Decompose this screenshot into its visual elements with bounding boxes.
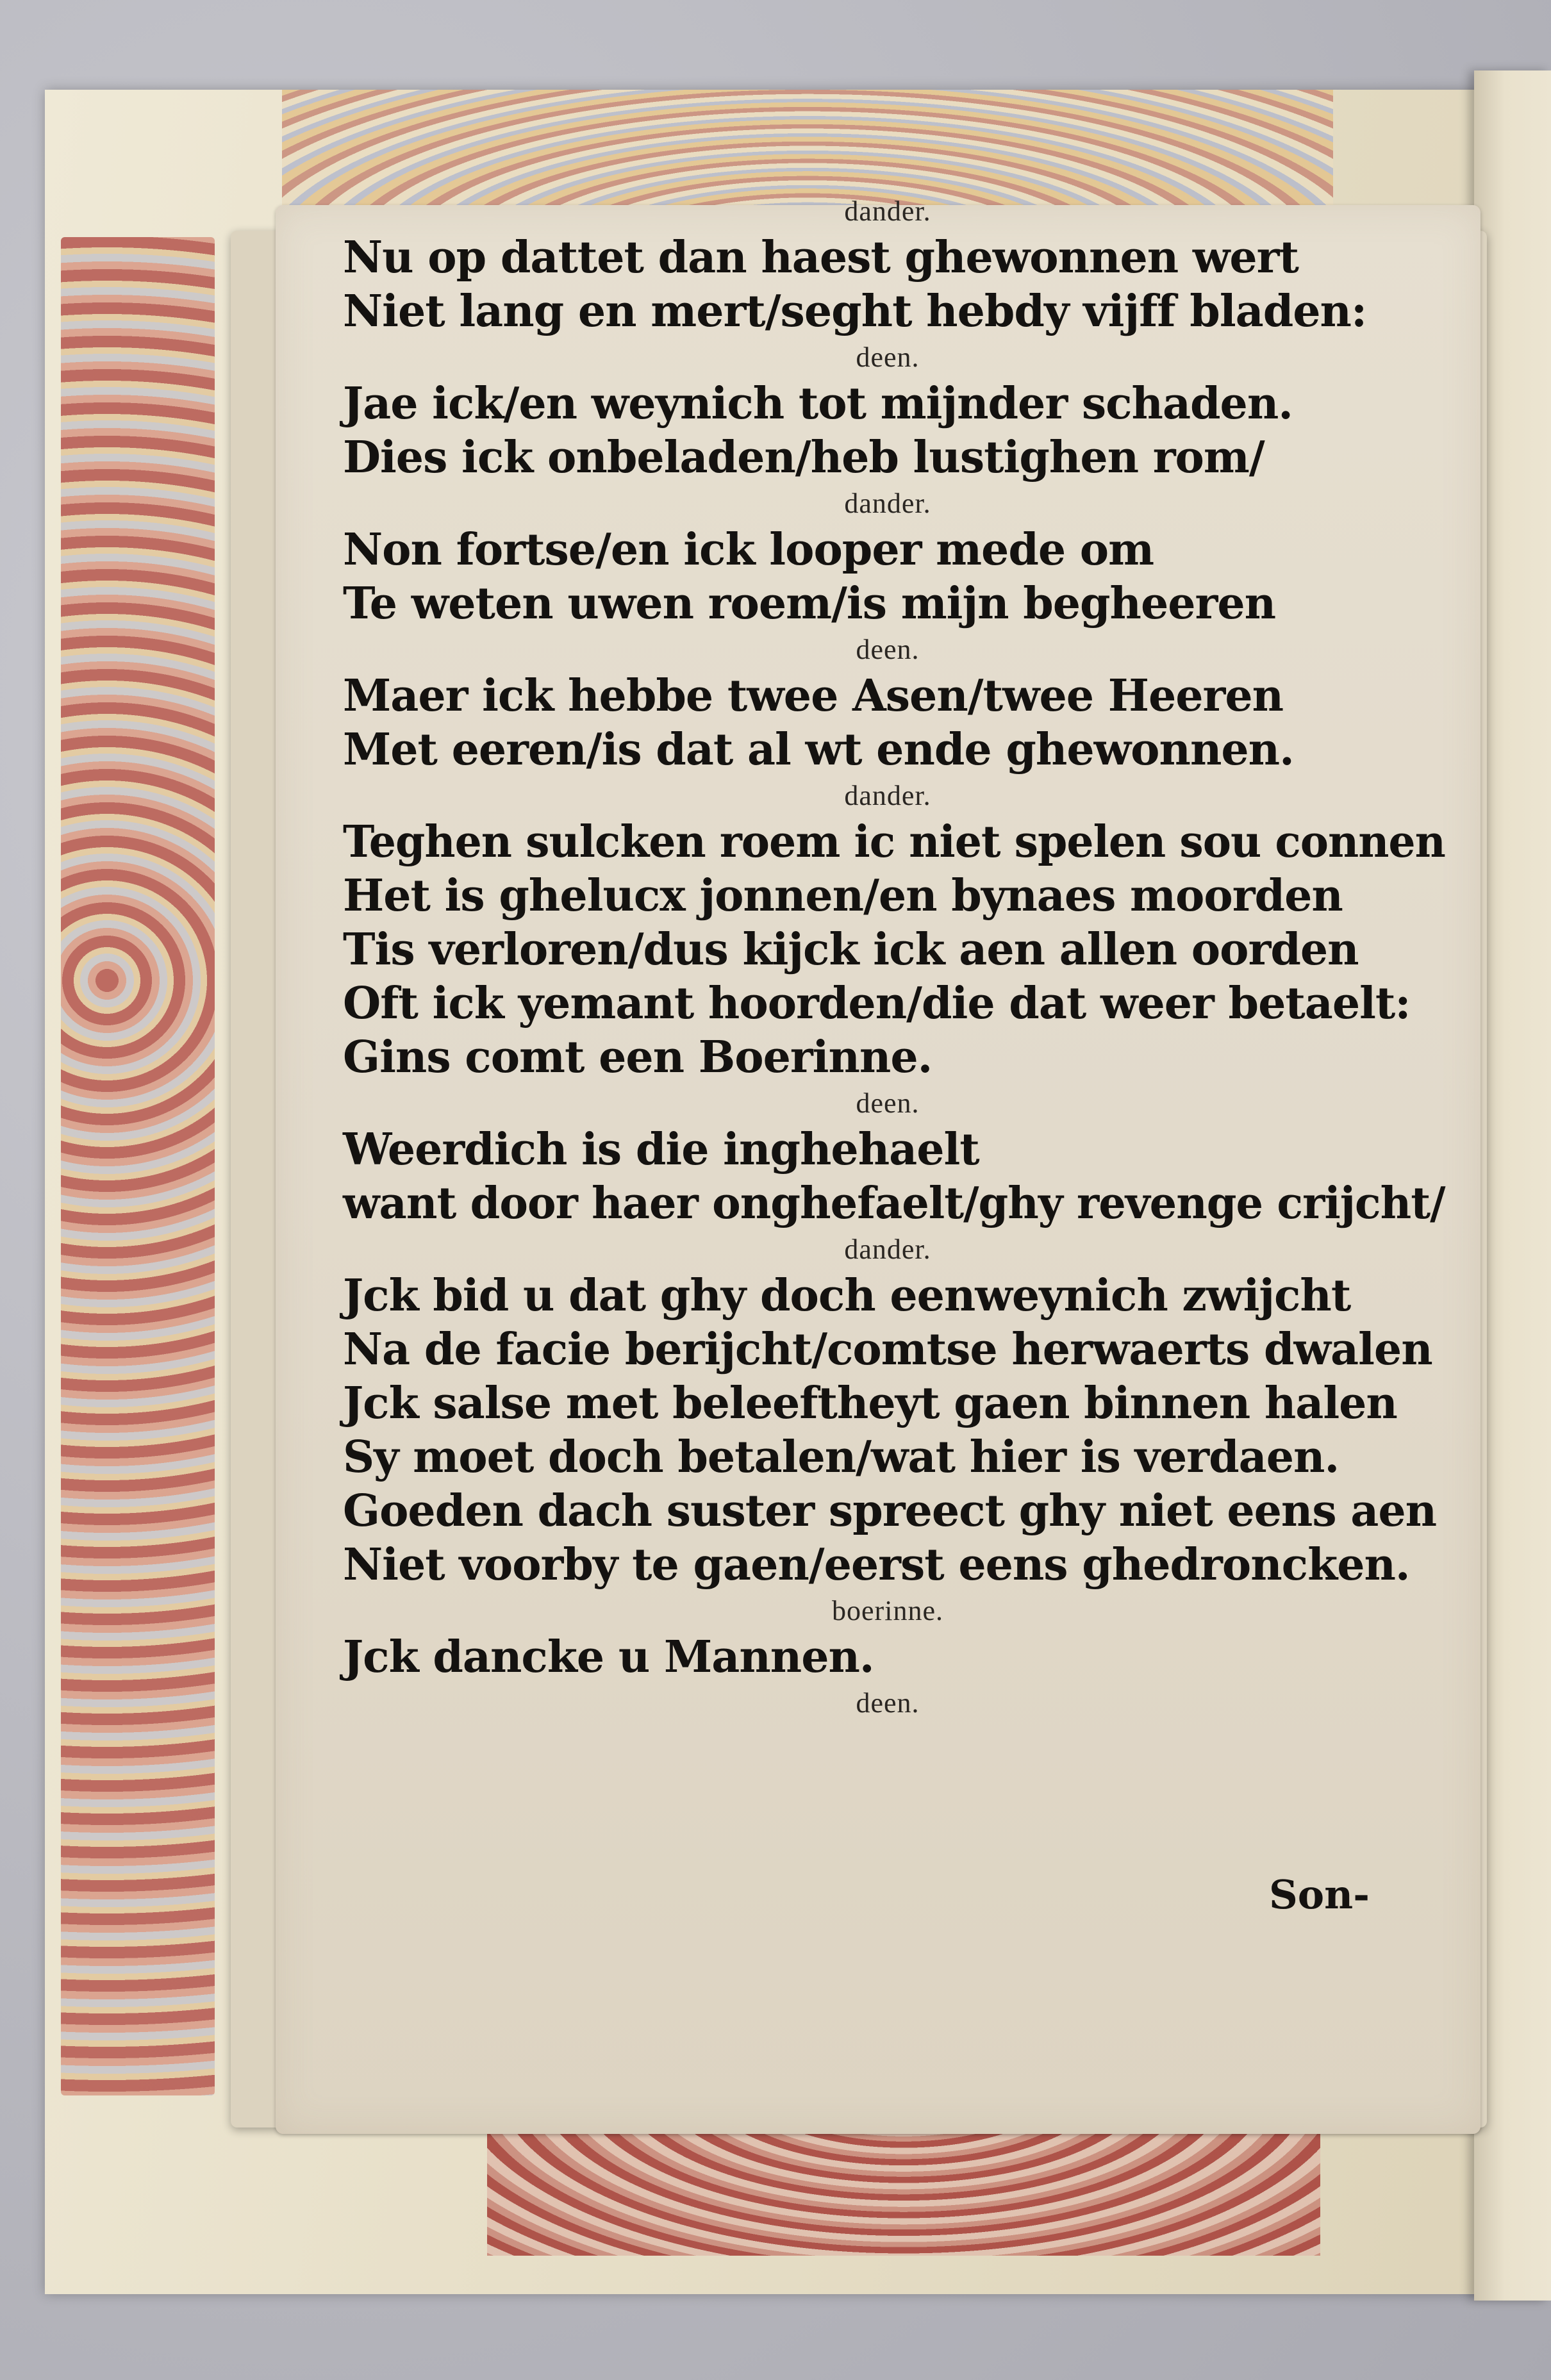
verse-line: Nu op dattet dan haest ghewonnen wert <box>343 232 1298 283</box>
verse-line: Weerdich is die inghehaelt <box>343 1124 979 1175</box>
verse-line: Het is ghelucx jonnen/en bynaes moorden <box>343 870 1343 921</box>
verse-line: Dies ick onbeladen/heb lustighen rom/ <box>343 432 1265 483</box>
verse-line: Goeden dach suster spreect ghy niet eens aen <box>343 1485 1437 1537</box>
verse-line: want door haer onghefaelt/ghy revenge crijcht/ <box>343 1178 1445 1229</box>
verse-line: Niet lang en mert/seght hebdy vijff bladen: <box>343 286 1367 337</box>
speaker-label: deen. <box>856 1687 920 1719</box>
speaker-label: dander. <box>844 488 931 519</box>
verse-line: Maer ick hebbe twee Asen/twee Heeren <box>343 670 1284 722</box>
verse-line: Teghen sulcken roem ic niet spelen sou connen <box>343 816 1445 868</box>
verse-line: Gins comt een Boerinne. <box>343 1032 933 1083</box>
verse-line: Te weten uwen roem/is mijn begheeren <box>343 578 1276 629</box>
verse-line: Jae ick/en weynich tot mijnder schaden. <box>343 378 1293 429</box>
speaker-label: deen. <box>856 342 920 373</box>
speaker-label: deen. <box>856 1087 920 1119</box>
verse-line: Jck salse met beleeftheyt gaen binnen halen <box>343 1378 1397 1429</box>
speaker-label: dander. <box>844 780 931 811</box>
verse-line: Oft ick yemant hoorden/die dat weer betaelt: <box>343 978 1411 1029</box>
catchword: Son- <box>1269 1871 1370 1918</box>
verse-line: Jck bid u dat ghy doch eenweynich zwijcht <box>343 1270 1351 1321</box>
speaker-label: deen. <box>856 634 920 665</box>
verse-line: Jck dancke u Mannen. <box>343 1632 874 1683</box>
speaker-label: dander. <box>844 195 931 227</box>
verse-line: Niet voorby te gaen/eerst eens ghedroncken. <box>343 1539 1410 1591</box>
verse-line: Sy moet doch betalen/wat hier is verdaen. <box>343 1432 1340 1483</box>
speaker-label: boerinne. <box>832 1595 943 1626</box>
verse-line: Non fortse/en ick looper mede om <box>343 524 1154 575</box>
verse-line: Na de facie berijcht/comtse herwaerts dwalen <box>343 1324 1432 1375</box>
verse-line: Met eeren/is dat al wt ende ghewonnen. <box>343 724 1294 775</box>
page-text <box>343 192 1445 1723</box>
speaker-label: dander. <box>844 1234 931 1265</box>
marbled-endpaper-left <box>61 237 215 2095</box>
verse-line: Tis verloren/dus kijck ick aen allen oorden <box>343 924 1359 975</box>
